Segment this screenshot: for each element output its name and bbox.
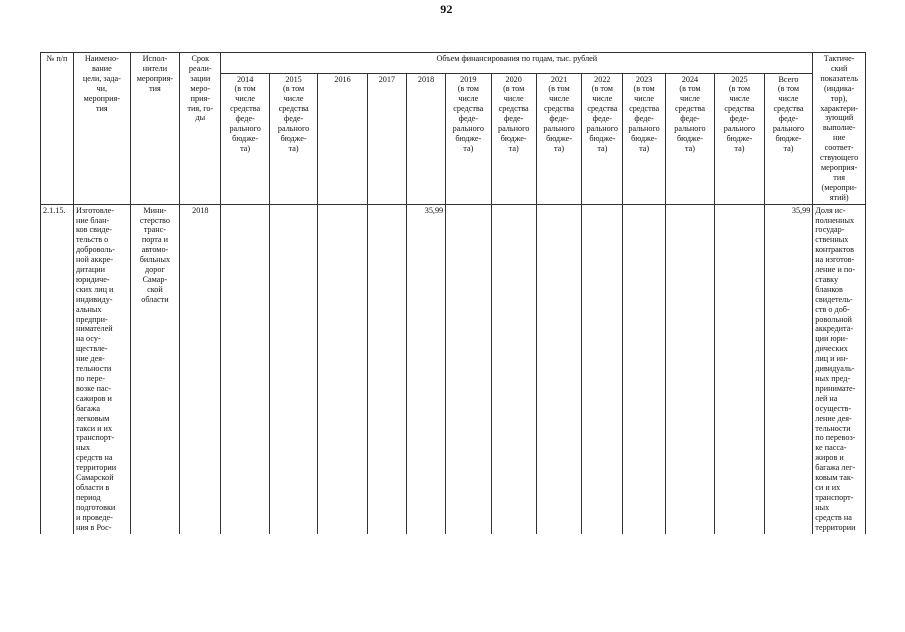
row-y2025: [715, 204, 764, 533]
page-number: 92: [440, 2, 453, 16]
header-year-2016: 2016: [318, 73, 367, 204]
header-year-2014: 2014 (в том числе средства феде- рального бюдже- та): [221, 73, 269, 204]
row-total: 35,99: [764, 204, 813, 533]
header-year-2022: 2022 (в том числе средства феде- рального бюдже- та): [582, 73, 623, 204]
row-y2021: [536, 204, 581, 533]
header-num: № п/п: [41, 53, 74, 205]
header-year-2019: 2019 (в том числе средства феде- рального бюдже- та): [446, 73, 491, 204]
row-indicator: Доля ис- полненных государ- ственных контрактов на изготов- ление и по- ставку бланков свидетель- ств о доб- ровольной аккредита- ции юри- дических лиц и ин- дивидуаль- ных пред- принимате- лей на осуществ- ление дея- тельности по перевоз- ке пасса- жиров и багажа лег- ковым так- си и их транспорт- ных средств на территории: [813, 204, 866, 533]
header-year-2024: 2024 (в том числе средства феде- рального бюдже- та): [665, 73, 714, 204]
row-y2023: [623, 204, 665, 533]
row-y2022: [582, 204, 623, 533]
header-total: Всего (в том числе средства феде- рального бюдже- та): [764, 73, 813, 204]
row-y2020: [491, 204, 536, 533]
row-y2024: [665, 204, 714, 533]
row-y2017: [367, 204, 406, 533]
header-executors: Испол- нители мероприя- тия: [130, 53, 179, 205]
financing-table: [40, 52, 866, 534]
row-num: 2.1.15.: [41, 204, 74, 533]
header-year-2020: 2020 (в том числе средства феде- рального бюдже- та): [491, 73, 536, 204]
header-financing: Объем финансирования по годам, тыс. рублей: [221, 53, 813, 74]
header-indicator: Тактиче- ский показатель (индика- тор), характери- зующий выполне- ние соответ- ствующего мероприя- тия (меропри- ятий): [813, 53, 866, 205]
header-year-2023: 2023 (в том числе средства феде- рального бюдже- та): [623, 73, 665, 204]
table-row: [41, 204, 866, 533]
header-year-2015: 2015 (в том числе средства феде- рального бюдже- та): [269, 73, 317, 204]
row-executors: Мини- стерство транс- порта и автомо- бильных дорог Самар- ской области: [130, 204, 179, 533]
header-year-2021: 2021 (в том числе средства феде- рального бюдже- та): [536, 73, 581, 204]
row-name: Изготовле- ние блан- ков свиде- тельств о доброволь- ной аккре- дитации юридиче- ских лиц и индивиду- альных предпри- нимателей на осу- ществле- ние дея- тельности по пере- возке пас- сажиров и багажа легковым такси и их транспорт- ных средств на территории Самарской области в период подготовки и проведе- ния в Рос-: [73, 204, 130, 533]
row-y2016: [318, 204, 367, 533]
header-row-1: [41, 53, 866, 74]
row-y2014: [221, 204, 269, 533]
row-y2018: 35,99: [406, 204, 445, 533]
header-term: Срок реали- зации меро- прия- тия, го- ды: [180, 53, 221, 205]
row-y2019: [446, 204, 491, 533]
row-term: 2018: [180, 204, 221, 533]
header-name: Наимено- вание цели, зада- чи, мероприя- тия: [73, 53, 130, 205]
header-year-2025: 2025 (в том числе средства феде- рального бюдже- та): [715, 73, 764, 204]
header-year-2018: 2018: [406, 73, 445, 204]
header-year-2017: 2017: [367, 73, 406, 204]
row-y2015: [269, 204, 317, 533]
